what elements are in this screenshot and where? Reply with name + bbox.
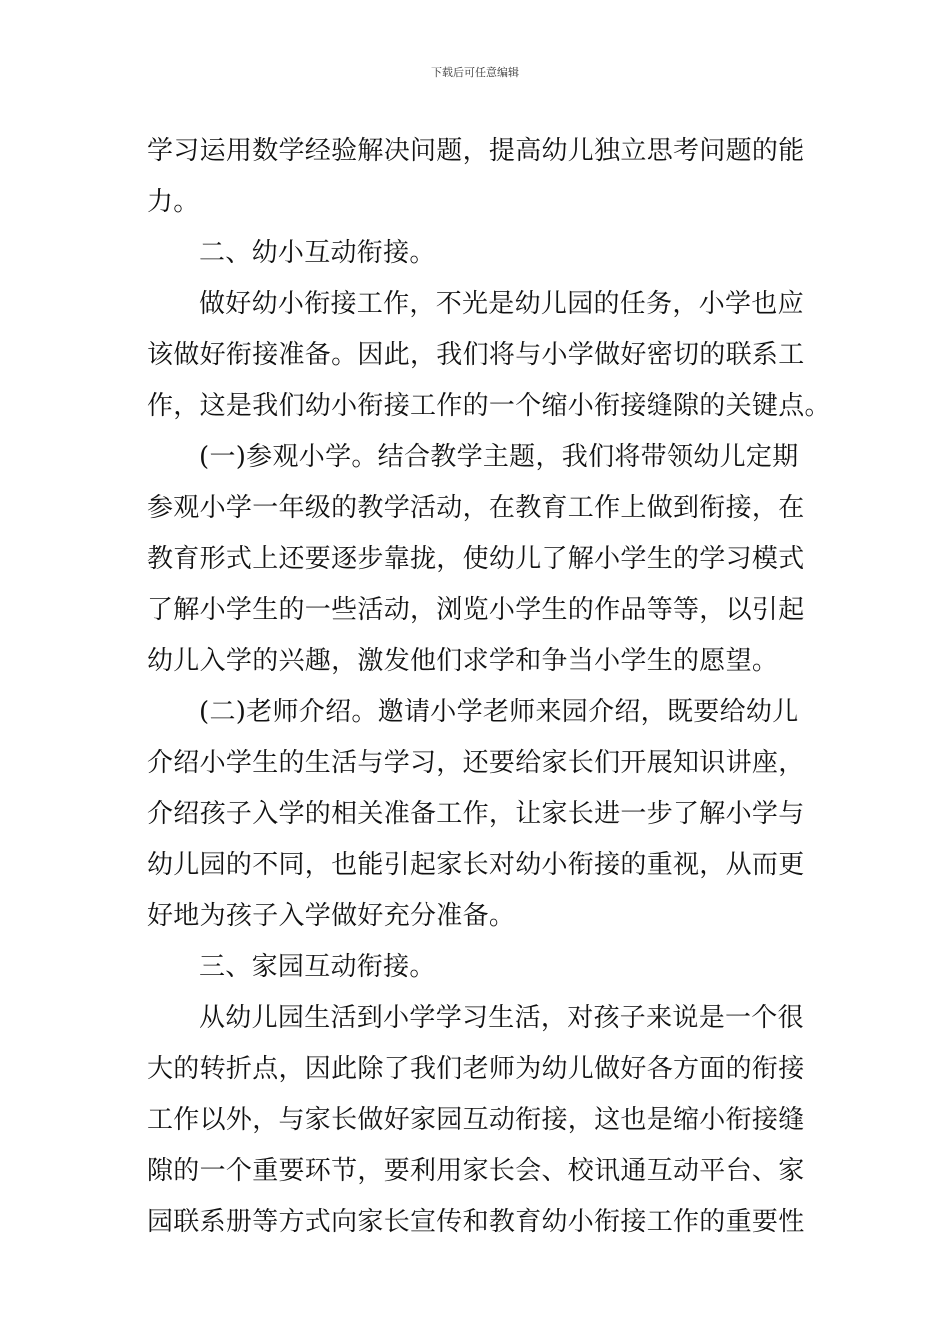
text-line: 幼儿入学的兴趣，激发他们求学和争当小学生的愿望。 — [147, 646, 779, 676]
text-line: 工作以外，与家长做好家园互动衔接，这也是缩小衔接缝 — [147, 1105, 805, 1135]
text-line: 该做好衔接准备。因此，我们将与小学做好密切的联系工 — [147, 340, 805, 370]
text-line: 好地为孩子入学做好充分准备。 — [147, 901, 516, 931]
text-line: 学习运用数学经验解决问题，提高幼儿独立思考问题的能 — [147, 136, 805, 166]
text-line: 做好幼小衔接工作，不光是幼儿园的任务，小学也应 — [199, 289, 804, 319]
section-heading: 二、幼小互动衔接。 — [199, 238, 436, 268]
text-line: 了解小学生的一些活动，浏览小学生的作品等等，以引起 — [147, 595, 805, 625]
text-line: 幼儿园的不同，也能引起家长对幼小衔接的重视，从而更 — [147, 850, 805, 880]
text-line: 介绍孩子入学的相关准备工作，让家长进一步了解小学与 — [147, 799, 805, 829]
text-line: 教育形式上还要逐步靠拢，使幼儿了解小学生的学习模式 — [147, 544, 805, 574]
text-line: 作，这是我们幼小衔接工作的一个缩小衔接缝隙的关键点。 — [147, 391, 831, 421]
page-header: 下载后可任意编辑 — [431, 66, 519, 79]
text-line: 大的转折点，因此除了我们老师为幼儿做好各方面的衔接 — [147, 1054, 805, 1084]
section-heading: 三、家园互动衔接。 — [199, 952, 436, 982]
text-line: 从幼儿园生活到小学学习生活，对孩子来说是一个很 — [199, 1003, 804, 1033]
text-line: 园联系册等方式向家长宣传和教育幼小衔接工作的重要性 — [147, 1207, 805, 1237]
text-line: 力。 — [147, 187, 200, 217]
text-line: 隙的一个重要环节，要利用家长会、校讯通互动平台、家 — [147, 1156, 805, 1186]
subsection-line: (一)参观小学。结合教学主题，我们将带领幼儿定期 — [199, 442, 799, 472]
document-body — [147, 126, 831, 1248]
text-line: 参观小学一年级的教学活动，在教育工作上做到衔接，在 — [147, 493, 805, 523]
subsection-line: (二)老师介绍。邀请小学老师来园介绍，既要给幼儿 — [199, 697, 799, 727]
text-line: 介绍小学生的生活与学习，还要给家长们开展知识讲座， — [147, 748, 805, 778]
